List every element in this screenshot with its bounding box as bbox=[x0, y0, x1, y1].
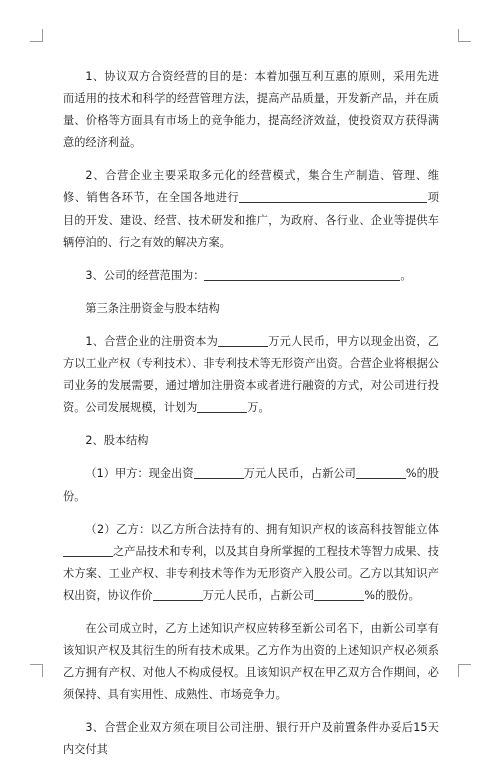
crop-mark-bottom-right bbox=[458, 664, 471, 677]
fill-in-blank-plan bbox=[197, 401, 247, 413]
paragraph-text: 项目的开发、建设、经营、技术研发和推广，为政府、各行业、企业等提供车辆停泊的、行之有效的解决方案。 bbox=[63, 191, 439, 249]
section-heading: 第三条注册资金与股本结构 bbox=[85, 301, 220, 315]
crop-mark-top-right bbox=[458, 29, 471, 42]
paragraph-text: 万。 bbox=[247, 401, 270, 415]
paragraph-registered-capital bbox=[63, 331, 439, 419]
paragraph-capital-delivery: 3、合营企业双方须在项目公司注册、银行开户及前置条件办妥后15天内交付其 bbox=[63, 721, 439, 757]
paragraph-text: 1、合营企业的注册资本为 bbox=[85, 334, 219, 348]
crop-mark-bottom-left bbox=[30, 664, 43, 677]
paragraph-text: （1）甲方：现金出资 bbox=[85, 467, 194, 481]
paragraph-text: （2）乙方：以乙方所合法持有的、拥有知识产权的该高科技智能立体 bbox=[85, 522, 439, 536]
fill-in-blank-party-b-amount bbox=[153, 589, 203, 601]
paragraph-business-scope bbox=[63, 265, 439, 287]
document-body bbox=[63, 66, 439, 773]
fill-in-blank-project bbox=[239, 191, 427, 203]
fill-in-blank-product bbox=[63, 545, 113, 557]
fill-in-blank-party-a-amount bbox=[194, 467, 244, 479]
paragraph-text: 之产品技术和专利，以及其自身所掌握的工程技术等智力成果、技术方案、工业产权、非专利技术等作为无形资产入股公司。乙方以其知识产权出资，协议作价 bbox=[63, 544, 439, 602]
paragraph-text: 万元人民币，占新公司 bbox=[243, 467, 356, 481]
paragraph-text: %的股份。 bbox=[63, 467, 439, 503]
paragraph-equity-structure: 2、股本结构 bbox=[85, 434, 149, 448]
fill-in-blank-party-a-percent bbox=[356, 467, 406, 479]
paragraph-party-a bbox=[63, 463, 439, 507]
paragraph-text: 万元人民币，占新公司 bbox=[202, 588, 315, 602]
paragraph-text: 3、公司的经营范围为： bbox=[85, 268, 205, 282]
paragraph-business-model bbox=[63, 165, 439, 253]
paragraph-party-b bbox=[63, 519, 439, 607]
crop-mark-top-left bbox=[30, 29, 43, 42]
paragraph-ip-transfer: 在公司成立时，乙方上述知识产权应转移至新公司名下，由新公司享有该知识产权及其衍生的所有技术成果。乙方作为出资的上述知识产权必须系乙方拥有产权、对他人不构成侵权。且该知识产权在甲乙双方合作期间，必须保持、具有实用性、成熟性、市场竞争力。 bbox=[63, 621, 439, 702]
paragraph-text: 2、合营企业主要采取多元化的经营模式，集合生产制造、管理、维修、销售各环节，在全国各地进行 bbox=[63, 169, 439, 205]
paragraph-text: %的股份。 bbox=[364, 588, 420, 602]
paragraph-text: 万元人民币，甲方以现金出资，乙方以工业产权（专利技术）、非专利技术等无形资产出资。合营企业将根据公司业务的发展需要，通过增加注册资本或者进行融资的方式，对公司进行投资。公司发展规模，计划为 bbox=[63, 334, 439, 415]
fill-in-blank-capital bbox=[218, 335, 268, 347]
fill-in-blank-party-b-percent bbox=[314, 589, 364, 601]
paragraph-joint-venture-purpose bbox=[63, 66, 439, 154]
paragraph-text: 1、协议双方合资经营的目的是：本着加强互利互惠的原则，采用先进而适用的技术和科学的经营管理方法，提高产品质量，开发新产品，并在质量、价格等方面具有市场上的竞争能力，提高经济效益，使投资双方获得满意的经济利益。 bbox=[63, 70, 439, 150]
fill-in-blank-scope bbox=[204, 269, 400, 281]
paragraph-text: 。 bbox=[400, 268, 412, 282]
